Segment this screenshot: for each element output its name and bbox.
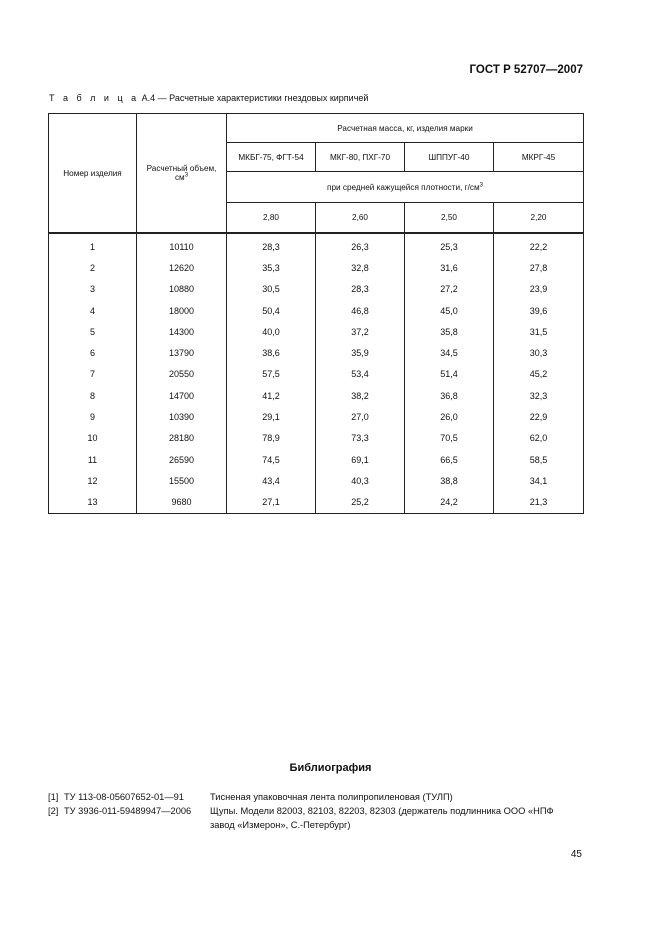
table-cell: 27,2	[405, 279, 494, 300]
table-cell: 34,1	[494, 470, 584, 491]
table-cell: 10	[49, 428, 137, 449]
page-number: 45	[570, 849, 582, 860]
table-cell: 30,3	[494, 342, 584, 363]
table-cell: 35,8	[405, 321, 494, 342]
bib-entry-continuation: завод «Измерон», С.-Петербург)	[210, 820, 351, 830]
table-cell: 28180	[137, 428, 227, 449]
table-cell: 14700	[137, 385, 227, 406]
brick-characteristics-table	[48, 113, 584, 514]
header-number: Номер изделия	[49, 114, 137, 234]
table-cell: 24,2	[405, 492, 494, 514]
header-density: 2,20	[494, 203, 584, 234]
table-cell: 28,3	[316, 279, 405, 300]
table-cell: 9680	[137, 492, 227, 514]
table-cell: 70,5	[405, 428, 494, 449]
table-row	[49, 300, 584, 321]
table-cell: 26590	[137, 449, 227, 470]
caption-text: А.4 — Расчетные характеристики гнездовых кирпичей	[141, 93, 369, 103]
caption-prefix: Т а б л и ц а	[49, 93, 140, 103]
table-cell: 36,8	[405, 385, 494, 406]
table-cell: 7	[49, 364, 137, 385]
table-cell: 30,5	[227, 279, 316, 300]
table-cell: 27,8	[494, 257, 584, 278]
table-cell: 38,2	[316, 385, 405, 406]
table-cell: 15500	[137, 470, 227, 491]
table-row	[49, 321, 584, 342]
table-cell: 10390	[137, 406, 227, 427]
table-cell: 12620	[137, 257, 227, 278]
table-cell: 25,2	[316, 492, 405, 514]
table-cell: 13790	[137, 342, 227, 363]
header-volume-unit: см	[174, 173, 185, 182]
table-cell: 6	[49, 342, 137, 363]
table-cell: 29,1	[227, 406, 316, 427]
table-cell: 78,9	[227, 428, 316, 449]
table-cell: 35,3	[227, 257, 316, 278]
table-cell: 10110	[137, 233, 227, 257]
table-cell: 12	[49, 470, 137, 491]
header-brand: МКГ-80, ПХГ-70	[316, 143, 405, 172]
table-cell: 20550	[137, 364, 227, 385]
table-cell: 31,6	[405, 257, 494, 278]
table-cell: 3	[49, 279, 137, 300]
table-cell: 14300	[137, 321, 227, 342]
table-cell: 27,1	[227, 492, 316, 514]
header-volume	[137, 114, 227, 234]
header-brand: ШППУГ-40	[405, 143, 494, 172]
table-cell: 41,2	[227, 385, 316, 406]
table-cell: 62,0	[494, 428, 584, 449]
table-cell: 32,8	[316, 257, 405, 278]
table-row	[49, 428, 584, 449]
table-cell: 45,2	[494, 364, 584, 385]
table-body	[49, 233, 584, 513]
table-cell: 46,8	[316, 300, 405, 321]
bib-entry-number: [1]	[48, 792, 59, 802]
bib-entry-code: ТУ 3936-011-59489947—2006	[64, 806, 192, 816]
header-brand: МКБГ-75, ФГТ-54	[227, 143, 316, 172]
table-row	[49, 257, 584, 278]
table-cell: 27,0	[316, 406, 405, 427]
table-cell: 73,3	[316, 428, 405, 449]
bibliography-list	[48, 790, 588, 832]
table-row	[49, 279, 584, 300]
header-brand: МКРГ-45	[494, 143, 584, 172]
table-cell: 66,5	[405, 449, 494, 470]
table-cell: 21,3	[494, 492, 584, 514]
bibliography-entry	[48, 790, 588, 804]
table-cell: 26,0	[405, 406, 494, 427]
table-row	[49, 492, 584, 514]
table-row	[49, 406, 584, 427]
table-cell: 18000	[137, 300, 227, 321]
table-cell: 43,4	[227, 470, 316, 491]
table-cell: 50,4	[227, 300, 316, 321]
table-caption	[49, 93, 368, 103]
bib-entry-text: Щупы. Модели 82003, 82103, 82203, 82303 (держатель подлинника ООО «НПФ	[210, 806, 554, 816]
density-label-exp: 3	[479, 181, 483, 188]
table-cell: 37,2	[316, 321, 405, 342]
table-cell: 45,0	[405, 300, 494, 321]
table-cell: 28,3	[227, 233, 316, 257]
table-cell: 38,8	[405, 470, 494, 491]
table-cell: 2	[49, 257, 137, 278]
table-cell: 11	[49, 449, 137, 470]
table-row	[49, 364, 584, 385]
table-cell: 9	[49, 406, 137, 427]
table-cell: 13	[49, 492, 137, 514]
table-cell: 25,3	[405, 233, 494, 257]
table-cell: 22,9	[494, 406, 584, 427]
bib-entry-number: [2]	[48, 806, 59, 816]
table-cell: 53,4	[316, 364, 405, 385]
bib-entry-text: Тисненая упаковочная лента полипропиленовая (ТУЛП)	[210, 792, 453, 802]
table-cell: 34,5	[405, 342, 494, 363]
table-cell: 69,1	[316, 449, 405, 470]
table-cell: 5	[49, 321, 137, 342]
table-cell: 40,0	[227, 321, 316, 342]
table-cell: 74,5	[227, 449, 316, 470]
table-cell: 10880	[137, 279, 227, 300]
bib-entry-code: ТУ 113-08-05607652-01—91	[64, 792, 184, 802]
header-volume-label: Расчетный объем,	[146, 164, 217, 173]
table-cell: 31,5	[494, 321, 584, 342]
table-row	[49, 233, 584, 257]
table-row	[49, 470, 584, 491]
table-cell: 40,3	[316, 470, 405, 491]
bibliography-entry	[48, 804, 588, 818]
table-cell: 58,5	[494, 449, 584, 470]
table-row	[49, 342, 584, 363]
table-row	[49, 385, 584, 406]
table-cell: 51,4	[405, 364, 494, 385]
table-cell: 32,3	[494, 385, 584, 406]
header-volume-unit-exp: 3	[184, 172, 189, 179]
table-cell: 35,9	[316, 342, 405, 363]
header-mass-group: Расчетная масса, кг, изделия марки	[227, 114, 584, 143]
table-cell: 39,6	[494, 300, 584, 321]
table-cell: 1	[49, 233, 137, 257]
table-cell: 26,3	[316, 233, 405, 257]
table-cell: 4	[49, 300, 137, 321]
header-density-label	[227, 172, 584, 203]
table-cell: 22,2	[494, 233, 584, 257]
table-cell: 38,6	[227, 342, 316, 363]
header-density: 2,80	[227, 203, 316, 234]
standard-header: ГОСТ Р 52707—2007	[469, 64, 583, 76]
header-density: 2,50	[405, 203, 494, 234]
table-cell: 8	[49, 385, 137, 406]
header-density: 2,60	[316, 203, 405, 234]
table-cell: 23,9	[494, 279, 584, 300]
table-cell: 57,5	[227, 364, 316, 385]
density-label-text: при средней кажущейся плотности, г/см	[327, 182, 480, 192]
bibliography-title: Библиография	[289, 762, 372, 774]
table-row	[49, 449, 584, 470]
